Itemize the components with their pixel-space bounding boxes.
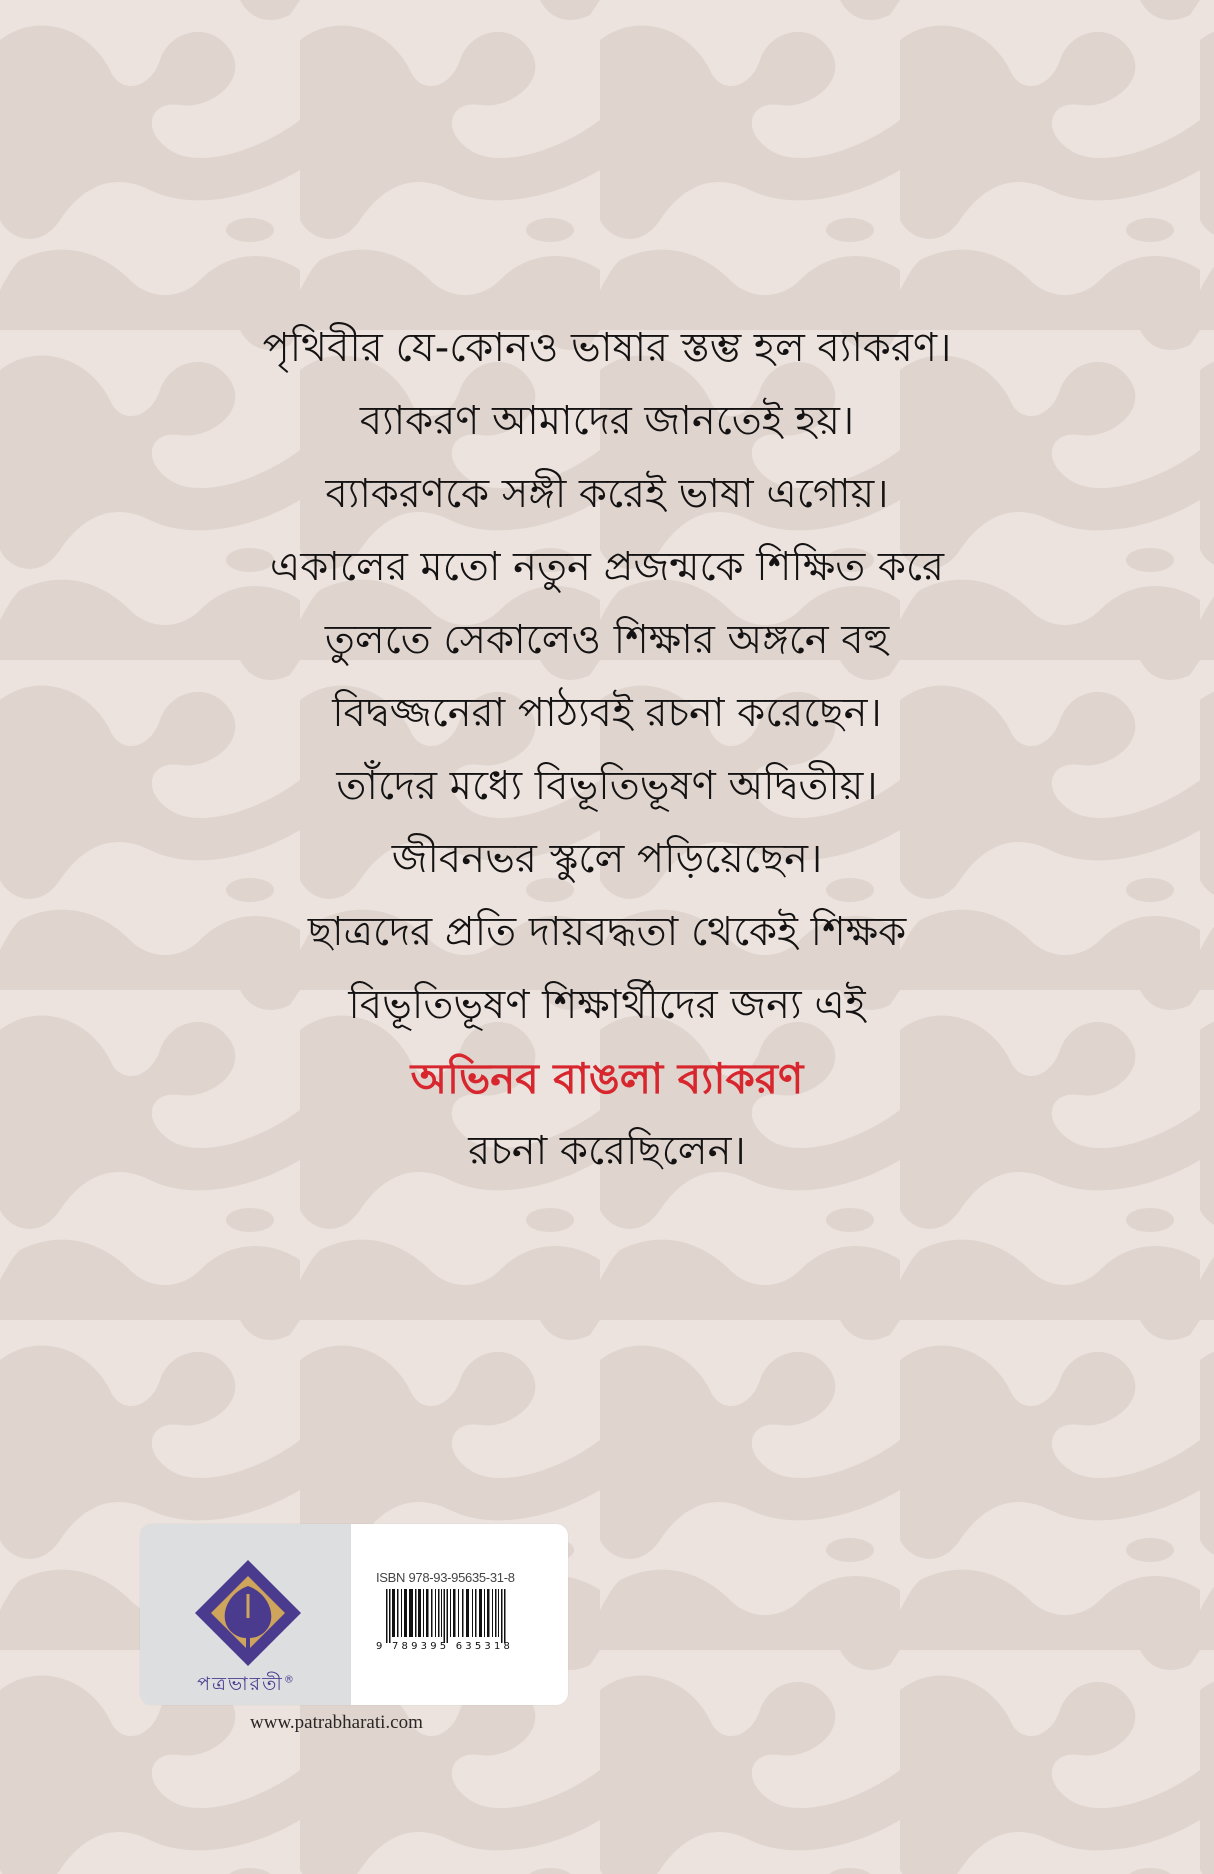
back-cover-blurb xyxy=(0,312,1214,1188)
publisher-isbn-card xyxy=(140,1524,568,1705)
barcode-icon xyxy=(376,1589,526,1651)
svg-text:9 789395 635318: 9 789395 635318 xyxy=(376,1641,514,1651)
blurb-line: ব্যাকরণকে সঙ্গী করেই ভাষা এগোয়। xyxy=(325,471,889,517)
isbn-label: ISBN 978-93-95635-31-8 xyxy=(376,1570,515,1585)
blurb-line: জীবনভর স্কুলে পড়িয়েছেন। xyxy=(391,836,823,882)
blurb-line: তাঁদের মধ্যে বিভূতিভূষণ অদ্বিতীয়। xyxy=(336,763,878,809)
blurb-line: ব্যাকরণ আমাদের জানতেই হয়। xyxy=(359,398,855,444)
registered-mark: ® xyxy=(283,1674,294,1686)
blurb-line: পৃথিবীর যে-কোনও ভাষার স্তম্ভ হল ব্যাকরণ। xyxy=(262,325,952,371)
publisher-website-link[interactable]: www.patrabharati.com xyxy=(250,1712,423,1733)
book-title: অভিনব বাঙলা ব্যাকরণ xyxy=(410,1054,804,1103)
blurb-line: বিদ্বজ্জনেরা পাঠ্যবই রচনা করেছেন। xyxy=(332,690,882,736)
publisher-name: পত্রভারতী® xyxy=(197,1673,294,1695)
blurb-line: তুলতে সেকালেও শিক্ষার অঙ্গনে বহু xyxy=(324,617,890,663)
diamond-leaf-logo-icon xyxy=(195,1560,301,1666)
blurb-line: বিভূতিভূষণ শিক্ষার্থীদের জন্য এই xyxy=(348,982,866,1028)
blurb-line: একালের মতো নতুন প্রজন্মকে শিক্ষিত করে xyxy=(269,544,945,590)
blurb-closing-line: রচনা করেছিলেন। xyxy=(468,1128,746,1174)
publisher-panel xyxy=(140,1524,351,1705)
blurb-line: ছাত্রদের প্রতি দায়বদ্ধতা থেকেই শিক্ষক xyxy=(307,909,907,955)
isbn-panel xyxy=(351,1524,568,1705)
